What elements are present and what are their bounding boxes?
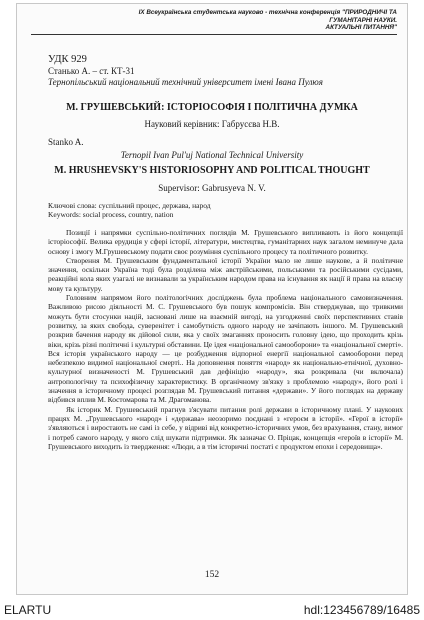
affiliation-ua: Тернопільський національний технічний університет імені Івана Пулюя: [48, 77, 323, 87]
affiliation-en: Ternopil Ivan Pul'uj National Technical University: [120, 150, 304, 160]
handle-id: hdl:123456789/16485: [303, 603, 420, 617]
paragraph: Як історик М. Грушевський прагнув з'ясувати питання ролі держави в історичному плані. У наукових працях М. „Грушевського «народ» і «держава» неозоримо поєднані з «героєм в історії». «Герої в історії» з'являються і виростають не самі із себе, у відриві від конкретно-історичних умов, без врахування, стану, вимог і потреб самого народу, у якого слід шукати підтримки. Як зазначає О. Пріцак, концепція «героїв в історії» М. Грушевського виходить із твердження: «Люди, а в тім історичні постаті є продуктом епохи і середовища».: [48, 404, 403, 451]
keywords-ua: Ключові слова: суспільний процес, держава, народ: [48, 201, 211, 210]
paragraph: Позиції і напрямки суспільно-політичних поглядів М. Грушевського випливають із його концепції історіософії. Велика ерудиція у сфері історії, літератури, мистецтва, гуманітарних наук загалом неминуче дала основу і змогу М.Грушевському подати своє розуміння суспільного процесу та політичного розвитку.: [48, 228, 403, 256]
author-en: Stanko A.: [48, 137, 84, 147]
header-divider: [31, 34, 397, 35]
repository-name: ELARTU: [4, 603, 52, 617]
article-body: [48, 228, 403, 451]
conference-header: [97, 9, 397, 32]
title-ua: М. ГРУШЕВСЬКИЙ: ІСТОРІОСОФІЯ І ПОЛІТИЧНА ДУМКА: [66, 102, 358, 113]
author-ua: Станько А. – ст. КТ-31: [48, 66, 135, 76]
title-en: M. HRUSHEVSKY'S HISTORIOSOPHY AND POLITICAL THOUGHT: [54, 165, 370, 176]
page-number: 152: [204, 570, 220, 580]
document-page: [16, 3, 408, 595]
udk-code: УДК 929: [48, 54, 87, 65]
header-line-2: АКТУАЛЬНІ ПИТАННЯ": [325, 24, 397, 31]
supervisor-en: Supervisor: Gabrusyeva N. V.: [158, 183, 266, 193]
supervisor-ua: Науковий керівник: Габрусєва Н.В.: [144, 119, 280, 129]
keywords-en: Keywords: social process, country, nation: [48, 210, 174, 219]
paragraph: Головним напрямом його політологічних досліджень була проблема національного самовизначення. Важливою рисою діяльності М. С. Грушевського був пошук компромісів. Він стверджував, що тривкими можуть бути стосунки націй, засновані лише на взаємній вигоді, на узгодженні своїх перспективних ставів розвитку, за яких свобода, суверенітет і самобутність одного народу не зачіпають іншого. М. Грушевський розкрив бачення народу як дійової сили, яка у своїх змаганнях проносить головну ідею, що проходить крізь віки, крізь різні політичні і культурні обставини. Це ідея «національної самооборони» та «національної смерті». Вся історія українського народу — це розбудження відпорної енергії національної самооборони перед небезпекою видимої національної смерті.. На доповнення поняття «народ» як національно-етнічної, духовно-культурної визначеності М. Грушевський дав дефініцію «народу», яка розкривала (чи включала) антропологічну та психофізичну характеристику. В органічному зв'язку з проблемою «народу», його ролі і значення в історичному процесі розглядав М. Грушевський питання «держави». У його поглядах на державу відбився вплив М. Костомарова та М. Драгоманова.: [48, 293, 403, 405]
footer-bar: [0, 599, 424, 620]
header-line-1: IX Всеукраїнська студентська науково - технічна конференція "ПРИРОДНИЧІ ТА ГУМАНІТАРНІ НАУКИ.: [138, 9, 397, 24]
paragraph: Створення М. Грушевським фундаментальної історії України мало не лише наукове, а й політичне значення, оскільки Україна тоді була розділена між австрійськими, польськими та російськими сусідами, реакційні кола яких узагалі не визнавали за українським народом права на існування як нації й права на власну мову та культуру.: [48, 255, 403, 293]
